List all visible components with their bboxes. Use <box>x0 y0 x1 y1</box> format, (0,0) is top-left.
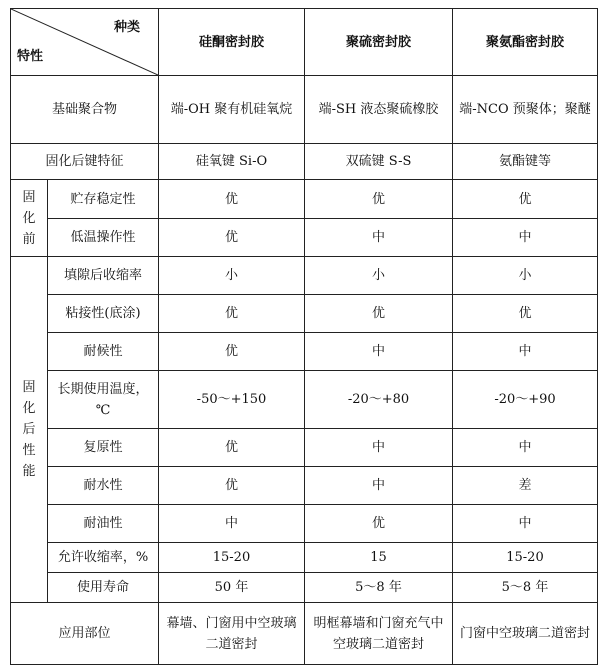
table-cell: 5～8 年 <box>453 573 598 603</box>
table-cell: 中 <box>453 429 598 467</box>
sealant-comparison-table <box>10 8 598 665</box>
row-label: 允许收缩率，% <box>48 543 159 573</box>
table-cell: 氨酯键等 <box>453 144 598 180</box>
table-cell: 端-NCO 预聚体；聚醚 <box>453 76 598 144</box>
table-cell: 优 <box>159 429 305 467</box>
table-row <box>11 429 598 467</box>
row-label: 耐候性 <box>48 333 159 371</box>
table-cell: 中 <box>453 333 598 371</box>
table-cell: 双硫键 S-S <box>305 144 453 180</box>
column-header-polyurethane: 聚氨酯密封胶 <box>453 9 598 76</box>
table-cell: 15-20 <box>159 543 305 573</box>
group-label-before-curing: 固 化 前 <box>11 180 48 257</box>
table-row <box>11 219 598 257</box>
table-cell: 优 <box>159 467 305 505</box>
row-label: 耐油性 <box>48 505 159 543</box>
table-cell: 优 <box>305 295 453 333</box>
table-cell: 小 <box>453 257 598 295</box>
group-label-after-curing: 固 化 后 性 能 <box>11 257 48 603</box>
row-label: 填隙后收缩率 <box>48 257 159 295</box>
table-cell: 中 <box>453 219 598 257</box>
table-cell: 50 年 <box>159 573 305 603</box>
table-cell: 中 <box>453 505 598 543</box>
corner-label-type: 种类 <box>113 20 140 35</box>
row-label: 固化后键特征 <box>11 144 159 180</box>
table-row <box>11 467 598 505</box>
table-cell: 中 <box>305 219 453 257</box>
table-cell: 门窗中空玻璃二道密封 <box>453 603 598 665</box>
row-label: 贮存稳定性 <box>48 180 159 219</box>
table-cell: 小 <box>305 257 453 295</box>
table-row <box>11 603 598 665</box>
table-cell: -20～+90 <box>453 371 598 429</box>
table-cell: 中 <box>305 467 453 505</box>
table-cell: 5～8 年 <box>305 573 453 603</box>
table-cell: 优 <box>159 180 305 219</box>
row-label: 使用寿命 <box>48 573 159 603</box>
table-row <box>11 371 598 429</box>
table-cell: 15 <box>305 543 453 573</box>
header-row <box>11 9 598 76</box>
table-cell: 优 <box>453 295 598 333</box>
table-row <box>11 295 598 333</box>
table-cell: 明框幕墙和门窗充气中空玻璃二道密封 <box>305 603 453 665</box>
corner-label-property: 特性 <box>17 49 44 64</box>
table-row <box>11 505 598 543</box>
table-cell: 端-OH 聚有机硅氧烷 <box>159 76 305 144</box>
table-row <box>11 180 598 219</box>
table-row <box>11 573 598 603</box>
row-label: 复原性 <box>48 429 159 467</box>
corner-header-cell <box>11 9 159 76</box>
table-cell: 中 <box>305 333 453 371</box>
table-cell: 差 <box>453 467 598 505</box>
table-row <box>11 257 598 295</box>
table-cell: 优 <box>305 180 453 219</box>
table-cell: 优 <box>453 180 598 219</box>
table-row <box>11 543 598 573</box>
row-label: 长期使用温度，℃ <box>48 371 159 429</box>
column-header-silicone: 硅酮密封胶 <box>159 9 305 76</box>
row-label: 耐水性 <box>48 467 159 505</box>
table-cell: 小 <box>159 257 305 295</box>
table-cell: 硅氧键 Si-O <box>159 144 305 180</box>
table-cell: 优 <box>305 505 453 543</box>
table-cell: 优 <box>159 333 305 371</box>
table-cell: 15-20 <box>453 543 598 573</box>
table-cell: -50～+150 <box>159 371 305 429</box>
table-cell: -20～+80 <box>305 371 453 429</box>
column-header-polysulfide: 聚硫密封胶 <box>305 9 453 76</box>
table-cell: 中 <box>305 429 453 467</box>
table-cell: 中 <box>159 505 305 543</box>
table-row <box>11 76 598 144</box>
row-label: 低温操作性 <box>48 219 159 257</box>
table-cell: 优 <box>159 295 305 333</box>
table-row <box>11 144 598 180</box>
row-label: 粘接性(底涂) <box>48 295 159 333</box>
table-cell: 端-SH 液态聚硫橡胶 <box>305 76 453 144</box>
table-cell: 幕墙、门窗用中空玻璃二道密封 <box>159 603 305 665</box>
row-label: 应用部位 <box>11 603 159 665</box>
row-label: 基础聚合物 <box>11 76 159 144</box>
table-row <box>11 333 598 371</box>
table-cell: 优 <box>159 219 305 257</box>
